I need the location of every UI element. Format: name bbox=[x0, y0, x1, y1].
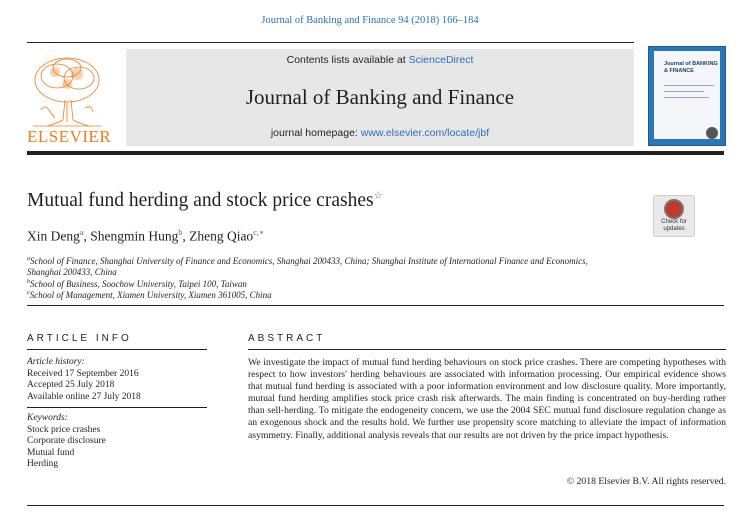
check-for-updates-button[interactable] bbox=[653, 195, 695, 237]
sciencedirect-link[interactable]: ScienceDirect bbox=[408, 54, 474, 66]
paper-title-text: Mutual fund herding and stock price crashes bbox=[27, 190, 374, 211]
journal-title: Journal of Banking and Finance bbox=[245, 85, 515, 109]
affiliation-mark[interactable]: c,∗ bbox=[253, 228, 265, 237]
cover-page bbox=[654, 51, 720, 139]
affiliation-mark[interactable]: a bbox=[79, 228, 84, 237]
cover-seal-icon bbox=[706, 127, 718, 139]
history-label: Article history: bbox=[27, 357, 85, 367]
abstract-heading: ABSTRACT bbox=[248, 333, 326, 344]
author-name[interactable]: Shengmin Hung bbox=[90, 228, 179, 244]
affiliation-line: $^b$School of Business, Soochow University, Taipei 100, Taiwan bbox=[27, 279, 247, 289]
bottom-rule bbox=[27, 505, 724, 506]
article-info-heading: ARTICLE INFO bbox=[27, 333, 132, 344]
affiliation-line: $^a$School of Finance, Shanghai University of Finance and Economics, Shanghai 200433, China; Shanghai Institute of International Finance and Economics, bbox=[27, 256, 588, 266]
keyword-item[interactable]: Herding bbox=[27, 459, 59, 469]
abstract-text: We investigate the impact of mutual fund herding behaviours on stock price crashes. There are competing hypotheses with respect to how investors' herding behaviours are associated with information processing. Our empirical evidence shows that mutual fund herding is associated with a poor information environment and low disclosure quality. More importantly, mutual fund herding amplifies stock price crash risk afterwards. The main finding is concentrated on buy-herding rather than sell-herding. To mitigate the endogeneity concern, we use the 2004 SEC mutual fund disclosure regulation change as an exogenous shock and the results hold. We further use propensity score matching to alleviate the impact of information asymmetry. Finally, additional analysis reveals that our results are not driven by the price impact hypothesis. bbox=[248, 357, 726, 441]
article-info-rule bbox=[27, 349, 207, 350]
keywords-label: Keywords: bbox=[27, 413, 68, 423]
abstract-rule bbox=[248, 349, 726, 350]
history-item: Received 17 September 2016 bbox=[27, 369, 139, 379]
history-item: Available online 27 July 2018 bbox=[27, 392, 141, 402]
homepage-prefix: journal homepage: bbox=[270, 127, 361, 139]
crossmark-icon bbox=[664, 199, 684, 219]
affiliation-line: $^c$School of Management, Xiamen University, Xiamen 361005, China bbox=[27, 290, 272, 300]
affiliation-line: Shanghai 200433, China bbox=[27, 267, 117, 277]
cover-title: Journal of BANKING & FINANCE bbox=[664, 61, 718, 74]
contents-prefix: Contents lists available at bbox=[286, 54, 409, 66]
cover-divider bbox=[664, 97, 709, 98]
keyword-item[interactable]: Mutual fund bbox=[27, 448, 75, 458]
contents-line bbox=[126, 54, 634, 66]
keyword-item[interactable]: Corporate disclosure bbox=[27, 436, 106, 446]
elsevier-wordmark[interactable]: ELSEVIER bbox=[27, 127, 112, 146]
author-list: Xin Deng$^a$, Shengmin Hung$^b$, Zheng Qiao$^{c,∗}$ bbox=[27, 228, 265, 244]
affiliation-mark[interactable]: b bbox=[178, 228, 183, 237]
keyword-item[interactable]: Stock price crashes bbox=[27, 425, 101, 435]
title-footnote-mark[interactable]: ☆ bbox=[373, 190, 383, 202]
copyright-notice: © 2018 Elsevier B.V. All rights reserved. bbox=[566, 476, 726, 487]
homepage-line bbox=[126, 127, 634, 139]
journal-homepage-link[interactable]: www.elsevier.com/locate/jbf bbox=[360, 127, 490, 139]
check-for-updates-label: Check for updates bbox=[661, 219, 687, 232]
section-divider bbox=[27, 305, 724, 306]
paper-title bbox=[27, 190, 383, 212]
cover-divider bbox=[664, 85, 714, 86]
journal-cover-thumbnail[interactable] bbox=[648, 46, 726, 146]
author-name[interactable]: Xin Deng bbox=[27, 228, 80, 244]
header-rule bbox=[27, 42, 634, 43]
author-name[interactable]: Zheng Qiao bbox=[189, 228, 254, 244]
header-thick-rule bbox=[27, 151, 724, 155]
keywords-rule bbox=[27, 407, 207, 408]
journal-citation[interactable]: Journal of Banking and Finance 94 (2018) 166–184 bbox=[261, 15, 479, 26]
cover-divider bbox=[664, 91, 704, 92]
history-item: Accepted 25 July 2018 bbox=[27, 380, 115, 390]
